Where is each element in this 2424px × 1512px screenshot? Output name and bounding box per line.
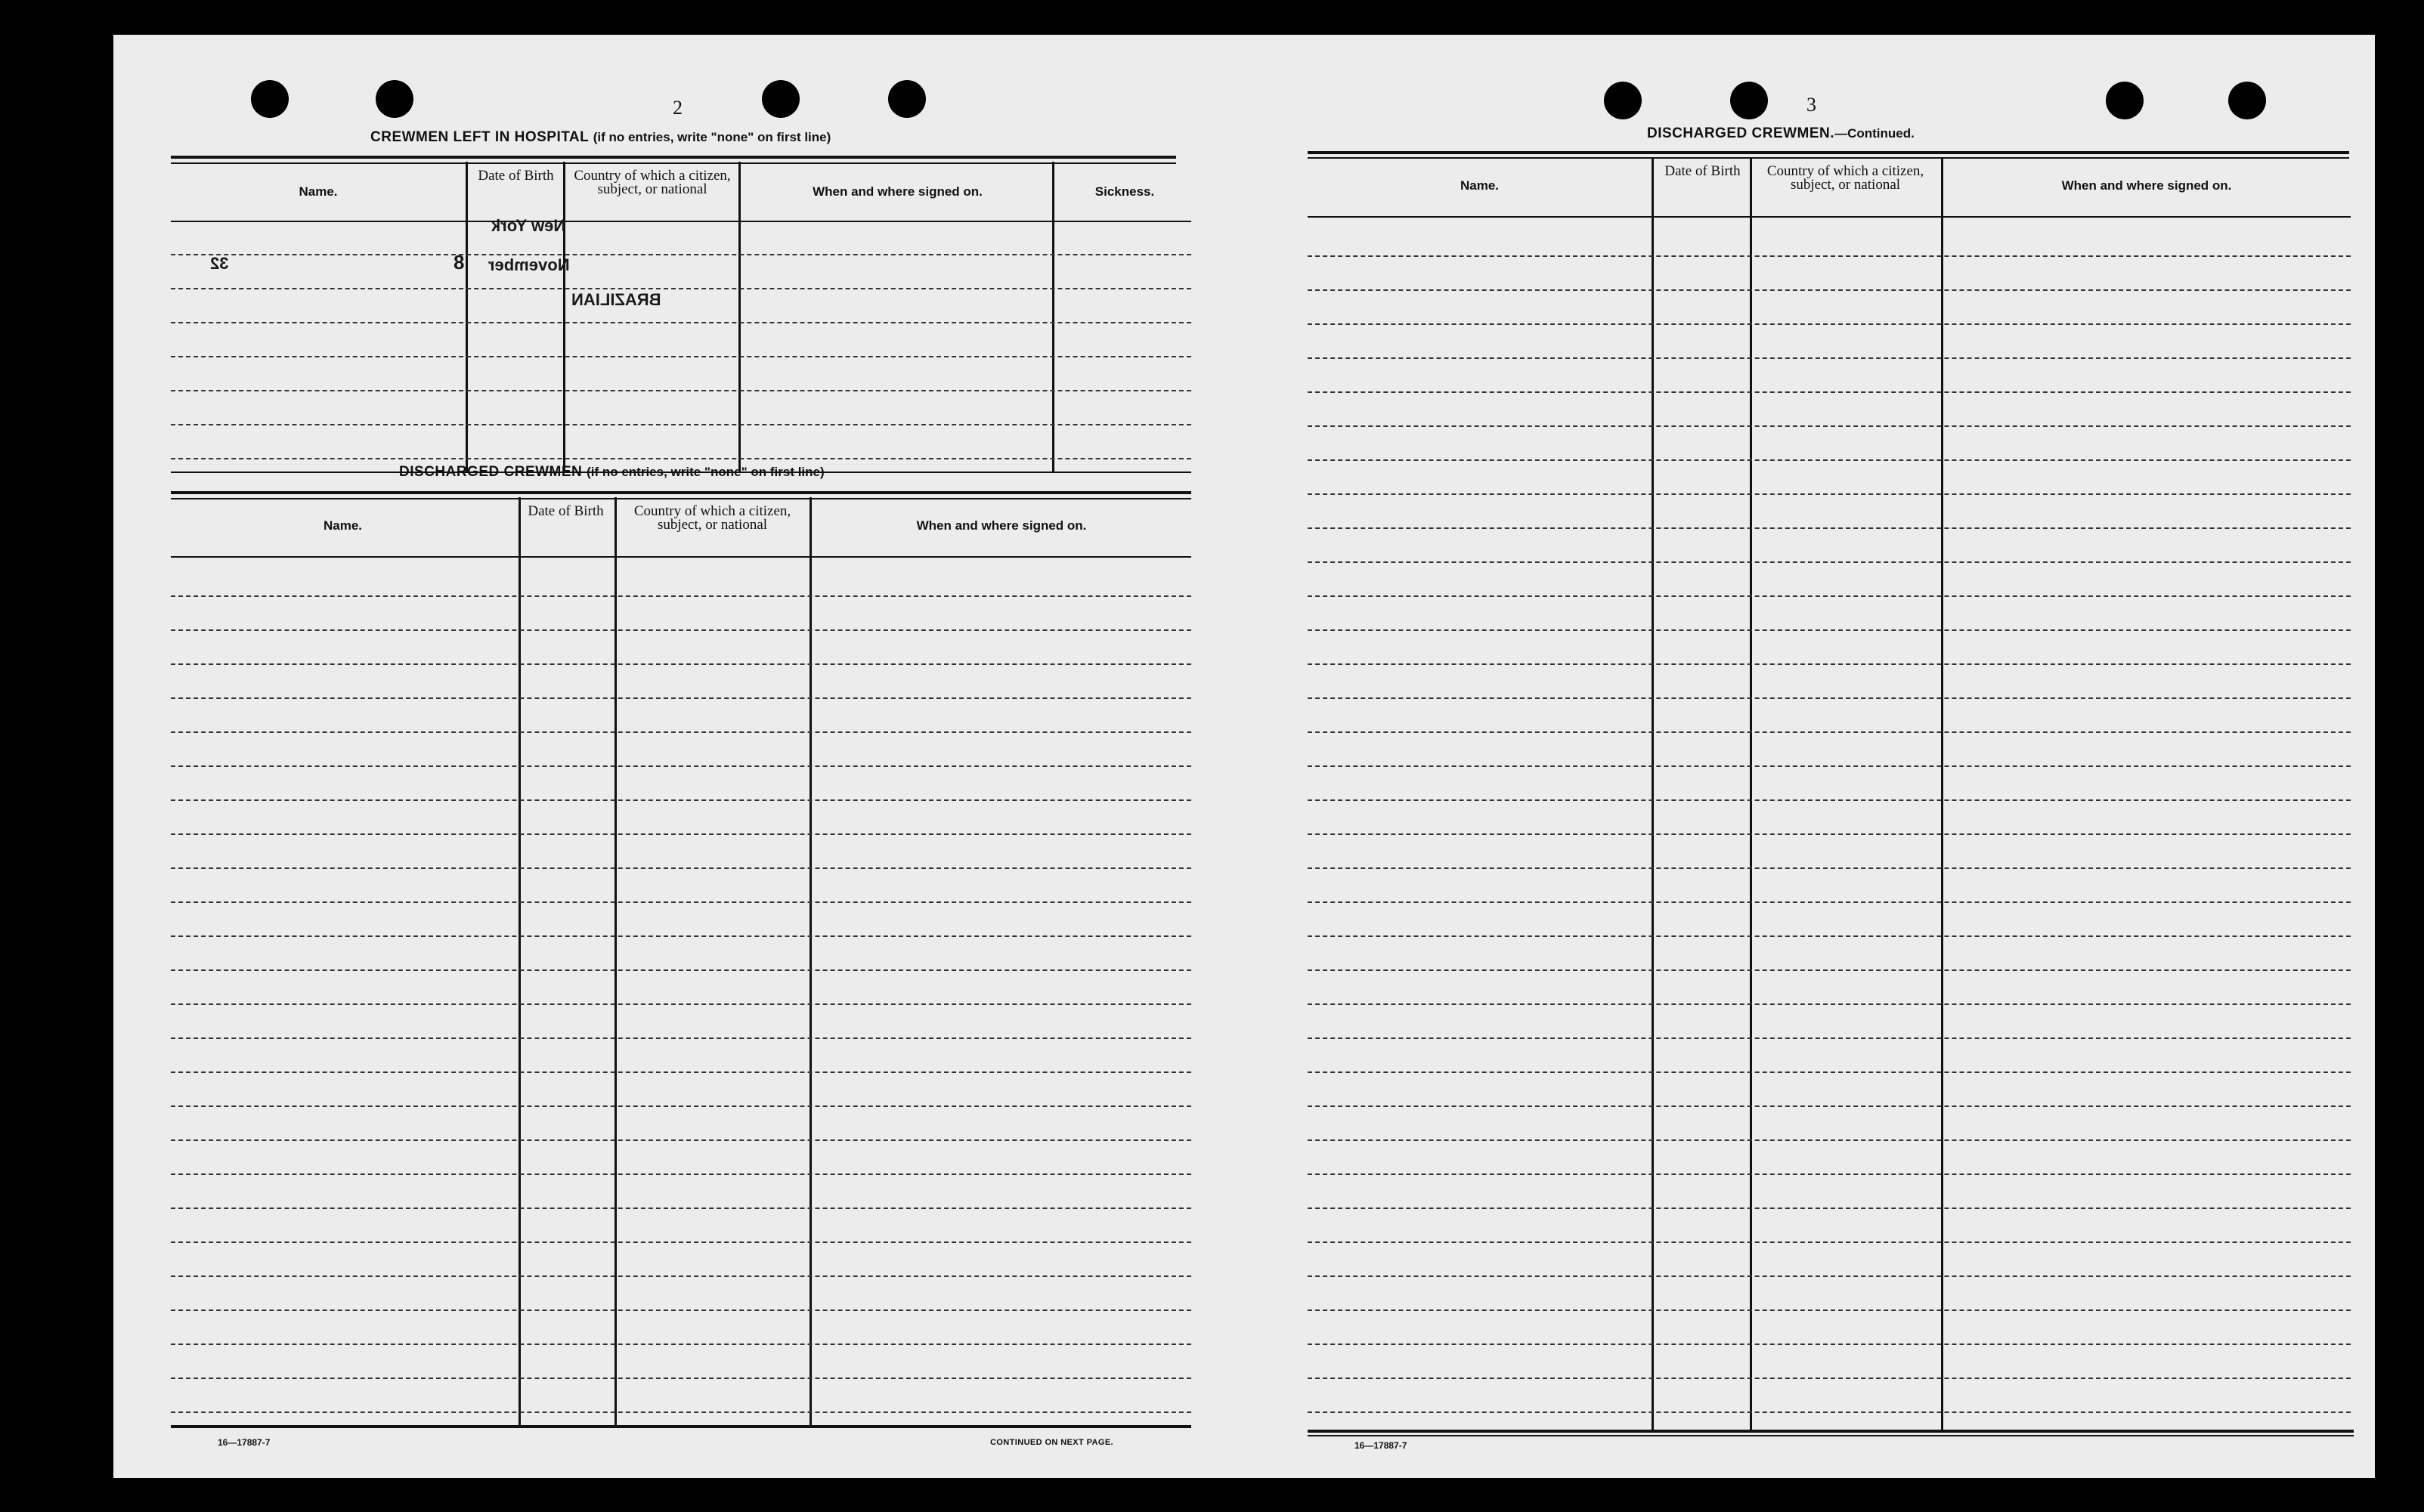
entry-line	[1308, 1139, 2351, 1141]
entry-line	[171, 799, 1191, 801]
header-underline	[171, 221, 1191, 222]
entry-line	[171, 1003, 1191, 1005]
hospital-section-title	[370, 129, 831, 146]
entry-line	[1308, 391, 2351, 393]
entry-line	[1308, 833, 2351, 835]
stamp-brazilian: BRAZILIAN	[571, 290, 661, 309]
discharged-header-underline	[171, 556, 1191, 558]
entry-line	[1308, 1412, 2351, 1413]
entry-line	[171, 901, 1191, 903]
entry-line	[171, 254, 1191, 255]
entry-line	[171, 1105, 1191, 1107]
punch-hole	[1604, 82, 1642, 119]
right-col-signed-on: When and where signed on.	[2061, 178, 2232, 193]
entry-line	[1308, 1241, 2351, 1243]
page-number: 2	[673, 97, 683, 119]
discharged-title-text: DISCHARGED CREWMEN	[399, 464, 583, 480]
continued-title-text: DISCHARGED CREWMEN.	[1647, 125, 1835, 141]
column-divider	[1052, 162, 1054, 473]
entry-line	[1308, 255, 2351, 257]
entry-line	[171, 458, 1191, 459]
entry-line	[1308, 1207, 2351, 1209]
column-divider	[466, 162, 468, 473]
entry-line	[1308, 1343, 2351, 1345]
hospital-title-text: CREWMEN LEFT IN HOSPITAL	[370, 129, 589, 145]
form-number: 16—17887-7	[218, 1437, 271, 1448]
hospital-col-sickness: Sickness.	[1094, 184, 1155, 199]
entry-line	[171, 1173, 1191, 1175]
entry-line	[171, 867, 1191, 869]
top-rule-thin	[171, 162, 1176, 164]
entry-line	[1308, 1105, 2351, 1107]
page-bottom-rule	[1308, 1430, 2354, 1433]
column-divider	[810, 497, 812, 1425]
entry-line	[171, 1377, 1191, 1379]
entry-line	[171, 1037, 1191, 1039]
hospital-title-note: (if no entries, write "none" on first line)	[593, 130, 831, 144]
entry-line	[1308, 1003, 2351, 1005]
hospital-col-name: Name.	[299, 184, 338, 199]
entry-line	[1308, 1173, 2351, 1175]
discharged-top-rule-thin	[171, 498, 1191, 499]
punch-hole	[2228, 82, 2266, 119]
top-rule	[1308, 151, 2349, 154]
punch-hole	[762, 80, 800, 118]
column-divider	[1652, 157, 1654, 1431]
entry-line	[1308, 969, 2351, 971]
stamp-day: 8	[454, 251, 465, 274]
entry-line	[1308, 731, 2351, 733]
stamp-number: 32	[210, 254, 229, 273]
entry-line	[1308, 799, 2351, 801]
column-divider	[738, 162, 741, 473]
continued-title-suffix: —Continued.	[1834, 126, 1915, 141]
discharged-continued-title	[1647, 125, 1915, 142]
entry-line	[1308, 527, 2351, 529]
entry-line	[1308, 357, 2351, 359]
form-number: 16—17887-7	[1354, 1440, 1407, 1451]
entry-line	[1308, 697, 2351, 699]
top-rule-thin	[1308, 157, 2349, 159]
entry-line	[171, 833, 1191, 835]
punch-hole	[376, 80, 413, 118]
punch-hole	[888, 80, 926, 118]
entry-line	[1308, 1377, 2351, 1379]
header-underline	[1308, 216, 2351, 218]
entry-line	[171, 1343, 1191, 1345]
entry-line	[1308, 1275, 2351, 1277]
entry-line	[171, 1071, 1191, 1073]
entry-line	[171, 1309, 1191, 1311]
discharged-col-name: Name.	[323, 518, 363, 533]
entry-line	[1308, 323, 2351, 325]
entry-line	[1308, 901, 2351, 903]
column-divider	[1941, 157, 1943, 1431]
entry-line	[1308, 561, 2351, 563]
punch-hole	[251, 80, 289, 118]
right-col-country: Country of which a citizen, subject, or national	[1766, 163, 1924, 193]
entry-line	[1308, 595, 2351, 597]
entry-line	[171, 1207, 1191, 1209]
punch-hole	[1730, 82, 1768, 119]
entry-line	[171, 288, 1191, 289]
hospital-col-country: Country of which a citizen, subject, or national	[574, 168, 731, 197]
entry-line	[1308, 629, 2351, 631]
entry-line	[1308, 935, 2351, 937]
entry-line	[1308, 1071, 2351, 1073]
entry-line	[1308, 425, 2351, 427]
hospital-col-signed-on: When and where signed on.	[813, 184, 983, 199]
right-page	[1235, 35, 2375, 1478]
entry-line	[171, 595, 1191, 597]
entry-line	[171, 1139, 1191, 1141]
entry-line	[171, 322, 1191, 323]
page-number: 3	[1806, 94, 1816, 116]
discharged-section-title	[399, 464, 825, 481]
entry-line	[171, 765, 1191, 767]
entry-line	[171, 1412, 1191, 1413]
entry-line	[171, 935, 1191, 937]
entry-line	[171, 731, 1191, 733]
entry-line	[1308, 493, 2351, 495]
page-bottom-rule-thin	[1308, 1435, 2354, 1436]
entry-line	[171, 390, 1191, 391]
left-page	[113, 35, 1235, 1478]
discharged-top-rule	[171, 491, 1191, 494]
stamp-new-york: New York	[491, 216, 566, 235]
entry-line	[1308, 663, 2351, 665]
entry-line	[1308, 765, 2351, 767]
discharged-col-dob: Date of Birth	[528, 503, 604, 519]
column-divider	[615, 497, 617, 1425]
discharged-title-note: (if no entries, write "none" on first line)	[587, 465, 825, 479]
entry-line	[171, 356, 1191, 357]
entry-line	[1308, 1037, 2351, 1039]
discharged-col-signed-on: When and where signed on.	[916, 518, 1087, 533]
entry-line	[171, 629, 1191, 631]
column-divider	[519, 497, 521, 1425]
continued-note: CONTINUED ON NEXT PAGE.	[990, 1438, 1114, 1447]
entry-line	[171, 1241, 1191, 1243]
entry-line	[171, 697, 1191, 699]
punch-hole	[2106, 82, 2144, 119]
hospital-col-dob: Date of Birth	[478, 168, 554, 184]
top-rule	[171, 156, 1176, 159]
page-bottom-rule	[171, 1425, 1191, 1428]
right-col-name: Name.	[1460, 178, 1500, 193]
entry-line	[1308, 1309, 2351, 1311]
entry-line	[171, 663, 1191, 665]
discharged-col-country: Country of which a citizen, subject, or national	[633, 503, 791, 533]
entry-line	[171, 969, 1191, 971]
entry-line	[171, 424, 1191, 425]
entry-line	[1308, 459, 2351, 461]
stamp-november: November	[488, 255, 570, 274]
entry-line	[1308, 289, 2351, 291]
right-col-dob: Date of Birth	[1664, 163, 1741, 179]
entry-line	[1308, 867, 2351, 869]
entry-line	[171, 1275, 1191, 1277]
column-divider	[1750, 157, 1752, 1431]
column-divider	[563, 162, 565, 473]
